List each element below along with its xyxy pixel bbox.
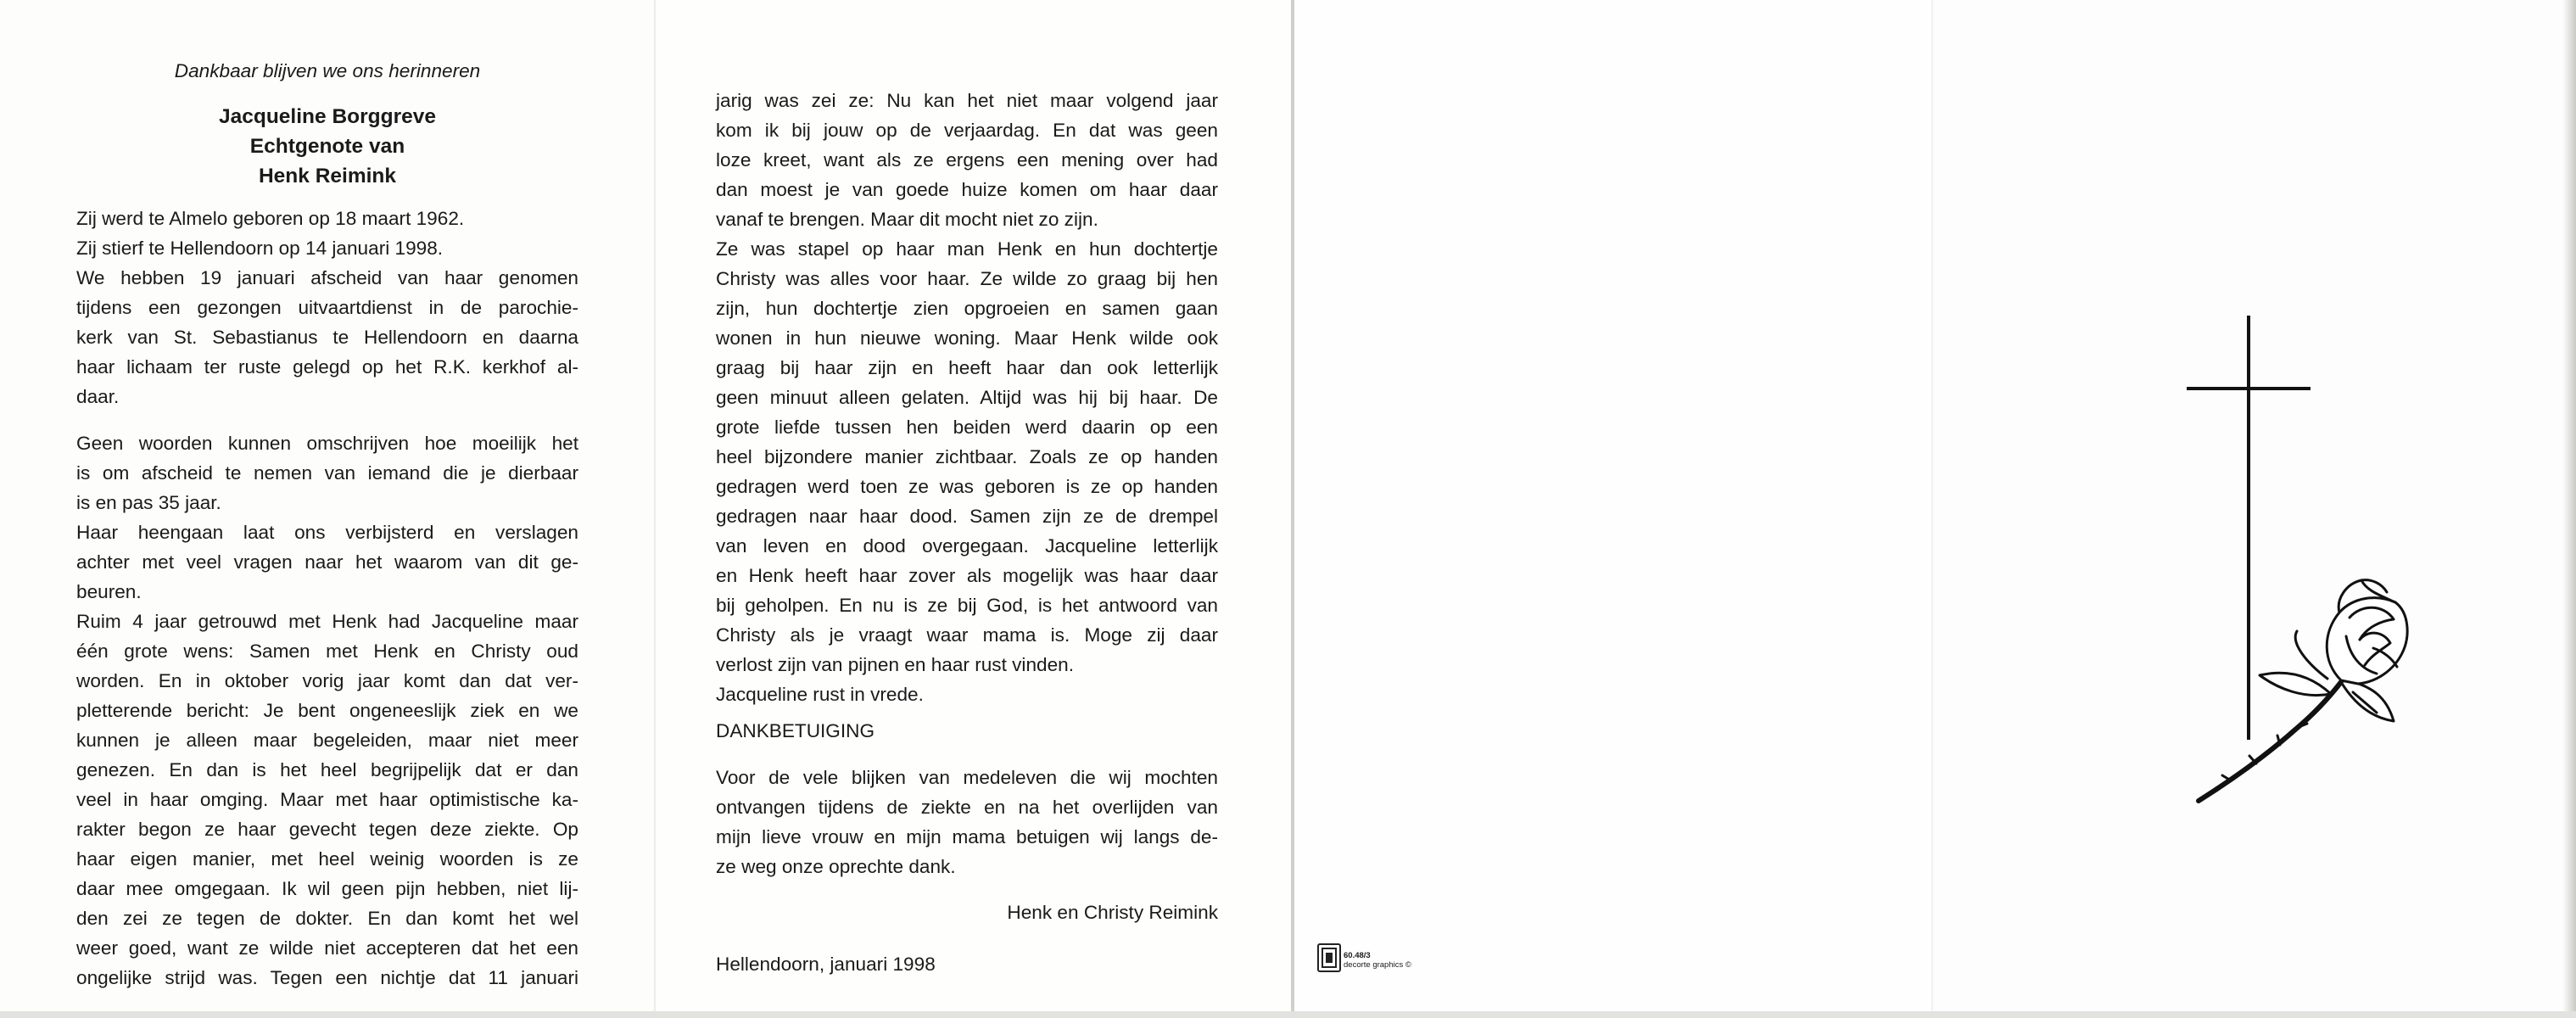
text-line: Ruim 4 jaar getrouwd met Henk had Jacqueline maar <box>76 611 578 632</box>
cross-rose-illustration <box>2180 316 2409 808</box>
deceased-name: Jacqueline Borggreve <box>219 105 436 128</box>
text-line: en Henk heeft haar zover als mogelijk was haar daar <box>716 565 1218 586</box>
text-line: één grote wens: Samen met Henk en Christy oud <box>76 640 578 662</box>
text-line: den zei ze tegen de dokter. En dan komt het wel <box>76 908 578 929</box>
thanks-block <box>716 763 1218 881</box>
bio-block <box>76 204 578 411</box>
text-line: zijn, hun dochtertje zien opgroeien en samen gaan <box>716 298 1218 319</box>
text-line: Haar heengaan laat ons verbijsterd en verslagen <box>76 522 578 543</box>
thanks-line: ze weg onze oprechte dank. <box>716 856 956 877</box>
spouse-label: Echtgenote van <box>249 135 405 158</box>
text-line: jarig was zei ze: Nu kan het niet maar volgend jaar <box>716 90 1218 111</box>
printer-logo-icon <box>1317 943 1341 972</box>
text-line: worden. En in oktober vorig jaar komt dan dat ver- <box>76 670 578 691</box>
text-line: grote liefde tussen hen beiden werd daarin op een <box>716 417 1218 438</box>
text-line: geen minuut alleen gelaten. Altijd was hij bij haar. De <box>716 387 1218 408</box>
page-edge-right <box>2563 0 2576 1018</box>
text-line: verlost zijn van pijnen en haar rust vinden. <box>716 654 1074 675</box>
text-line: gedragen werd toen ze was geboren is ze op handen <box>716 476 1218 497</box>
header-dedication: Dankbaar blijven we ons herinneren <box>174 60 481 81</box>
text-line: veel in haar omging. Maar met haar optimistische ka- <box>76 789 578 810</box>
memorial-text-column-1 <box>76 428 578 993</box>
thanks-line: ontvangen tijdens de ziekte en na het overlijden van <box>716 797 1218 818</box>
printer-brand: decorte graphics © <box>1344 960 1411 970</box>
place-date: Hellendoorn, januari 1998 <box>716 954 936 975</box>
text-line: van leven en dood overgegaan. Jacqueline letterlijk <box>716 535 1218 557</box>
text-line: bij geholpen. En nu is ze bij God, is het antwoord van <box>716 595 1218 616</box>
text-line: is om afscheid te nemen van iemand die je dierbaar <box>76 462 578 484</box>
funeral-line: We hebben 19 januari afscheid van haar genomen <box>76 267 578 288</box>
printer-code: 60.48/3 <box>1344 951 1371 960</box>
thanks-line: Voor de vele blijken van medeleven die wij mochten <box>716 767 1218 788</box>
text-line: Christy was alles voor haar. Ze wilde zo graag bij hen <box>716 268 1218 289</box>
text-line: kunnen je alleen maar begeleiden, maar niet meer <box>76 730 578 751</box>
fold-line-2 <box>1291 0 1294 1018</box>
page-edge-bottom <box>0 1011 2576 1018</box>
birth-line: Zij werd te Almelo geboren op 18 maart 1962. <box>76 208 465 229</box>
text-line: weer goed, want ze wilde niet accepteren dat het een <box>76 937 578 959</box>
text-line: heel bijzondere manier zichtbaar. Zoals ze op handen <box>716 446 1218 467</box>
text-line: achter met veel vragen naar het waarom van dit ge- <box>76 551 578 573</box>
fold-line-3 <box>1931 0 1933 1018</box>
text-line: is en pas 35 jaar. <box>76 492 221 513</box>
rose-icon <box>2199 580 2407 801</box>
text-line: Christy als je vraagt waar mama is. Moge zij daar <box>716 624 1218 646</box>
text-line: ongelijke strijd was. Tegen een nichtje dat 11 januari <box>76 967 578 988</box>
memorial-text-column-2 <box>716 86 1218 709</box>
spouse-name: Henk Reimink <box>258 165 397 187</box>
printer-mark <box>1317 943 1487 977</box>
text-line: Ze was stapel op haar man Henk en hun dochtertje <box>716 238 1218 260</box>
text-line: dan moest je van goede huize komen om haar daar <box>716 179 1218 200</box>
text-line: Jacqueline rust in vrede. <box>716 684 924 705</box>
text-line: daar mee omgegaan. Ik wil geen pijn hebben, niet lij- <box>76 878 578 899</box>
signature: Henk en Christy Reimink <box>1007 902 1218 923</box>
text-line: wonen in hun nieuwe woning. Maar Henk wilde ook <box>716 327 1218 349</box>
thanks-heading: DANKBETUIGING <box>716 720 875 741</box>
text-line: graag bij haar zijn en heeft haar dan ook letterlijk <box>716 357 1218 378</box>
text-line: Geen woorden kunnen omschrijven hoe moeilijk het <box>76 433 578 454</box>
text-line: loze kreet, want als ze ergens een mening over had <box>716 149 1218 171</box>
text-line: rakter begon ze haar gevecht tegen deze ziekte. Op <box>76 819 578 840</box>
thanks-line: mijn lieve vrouw en mijn mama betuigen wij langs de- <box>716 826 1218 847</box>
fold-line-1 <box>654 0 656 1018</box>
funeral-line: tijdens een gezongen uitvaartdienst in de parochie- <box>76 297 578 318</box>
funeral-line: haar lichaam ter ruste gelegd op het R.K. kerkhof al- <box>76 356 578 378</box>
text-line: gedragen naar haar dood. Samen zijn ze de drempel <box>716 506 1218 527</box>
text-line: kom ik bij jouw op de verjaardag. En dat was geen <box>716 120 1218 141</box>
text-line: beuren. <box>76 581 142 602</box>
text-line: haar eigen manier, met heel weinig woorden is ze <box>76 848 578 870</box>
funeral-line: kerk van St. Sebastianus te Hellendoorn en daarna <box>76 327 578 348</box>
funeral-line: daar. <box>76 386 120 407</box>
text-line: genezen. En dan is het heel begrijpelijk dat er dan <box>76 759 578 780</box>
death-line: Zij stierf te Hellendoorn op 14 januari 1998. <box>76 238 444 259</box>
text-line: pletterende bericht: Je bent ongeneeslijk ziek en we <box>76 700 578 721</box>
text-line: vanaf te brengen. Maar dit mocht niet zo zijn. <box>716 209 1098 230</box>
card-panel-3 <box>1294 0 1932 1018</box>
